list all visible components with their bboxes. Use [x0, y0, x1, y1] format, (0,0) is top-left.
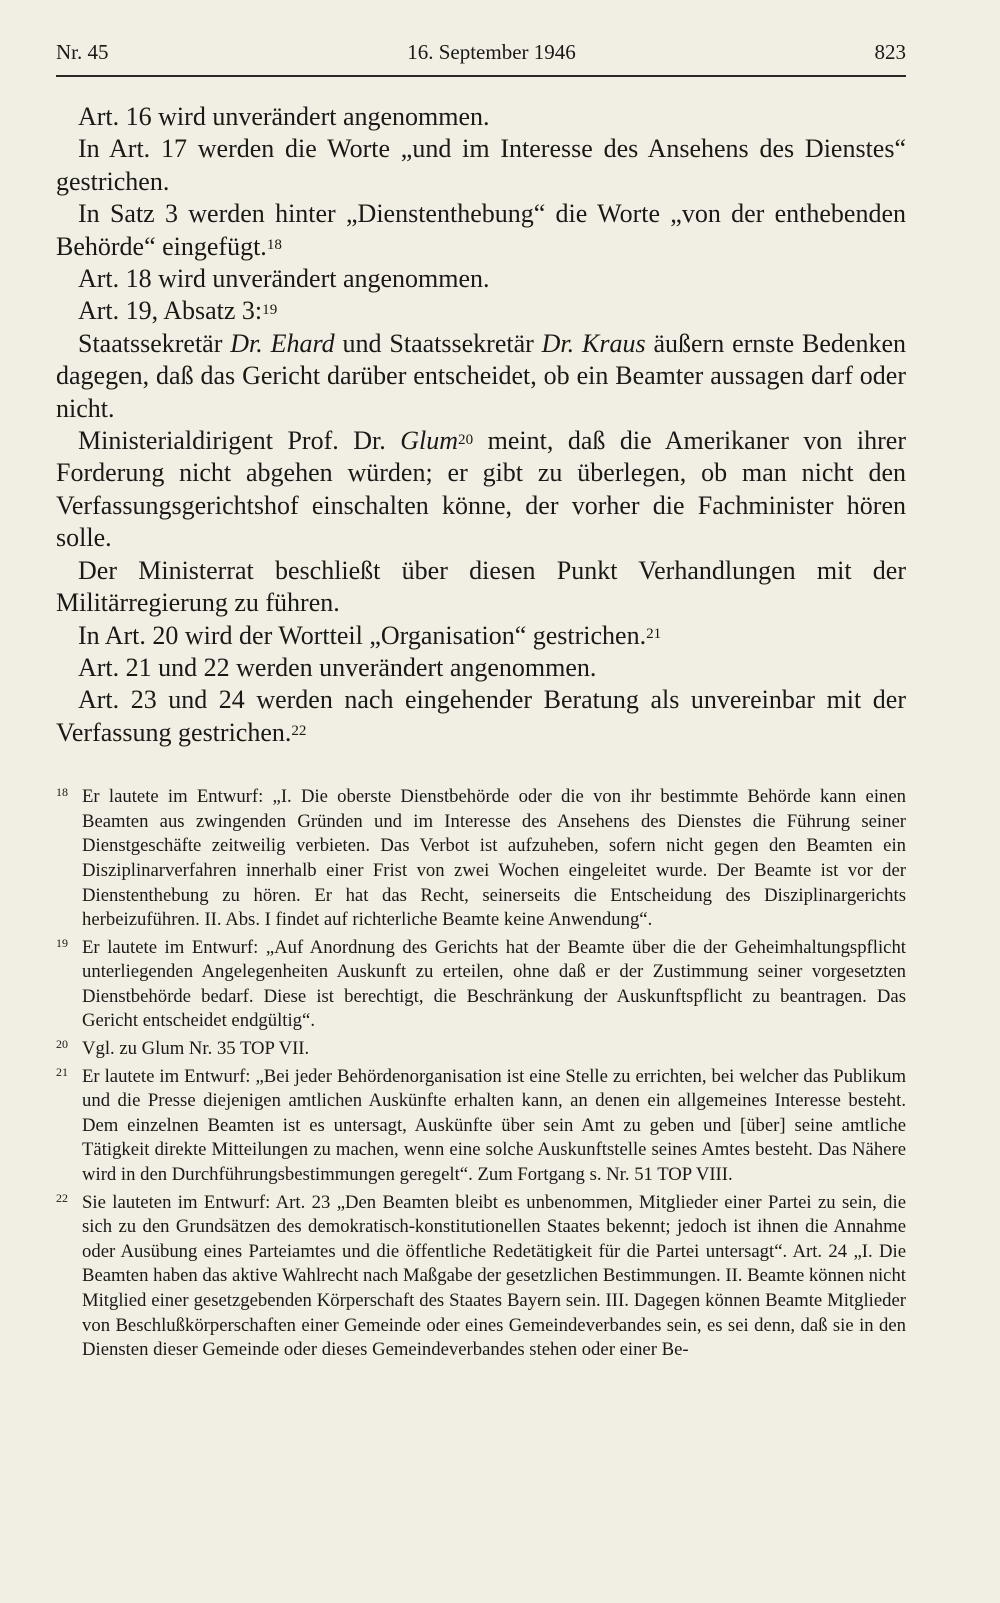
- paragraph: [56, 295, 906, 327]
- paragraph-text: meint, daß die Amerikaner von ihrer Forderung nicht abgehen würden; er gibt zu überlegen, ob man nicht den Verfassungsgerichtshof einschalten könne, der vorher die Fachminister hören solle.: [56, 426, 906, 553]
- footnote-20: [56, 1037, 906, 1062]
- footnote-text: Er lautete im Entwurf: „Auf Anordnung des Gerichts hat der Beamte über die der Geheimhaltungspflicht unterliegenden Angelegenheiten Auskunft zu erteilen, ohne daß er der Zustimmung seiner vorgesetzten Dienstbehörde bedarf. Diese ist berechtigt, die Beschränkung der Auskunftspflicht zu beantragen. Das Gericht entscheidet endgültig“.: [82, 936, 906, 1032]
- footnote-21: [56, 1065, 906, 1188]
- paragraph-text: und Staatssekretär: [334, 328, 542, 358]
- paragraph-text: Ministerialdirigent Prof. Dr.: [78, 426, 401, 456]
- footnote-ref: 18: [266, 237, 282, 254]
- person-name: Dr. Kraus: [541, 328, 646, 358]
- footnote-ref: 19: [262, 302, 278, 319]
- footnote-18: [56, 785, 906, 933]
- paragraph: [56, 328, 906, 425]
- paragraph: [56, 684, 906, 749]
- person-name: Glum: [400, 426, 459, 456]
- paragraph-text: In Satz 3 werden hinter „Dienstenthebung“ die Worte „von der enthebenden Behörde“ eingefügt.: [56, 199, 906, 261]
- footnote-number: 20: [56, 1037, 68, 1052]
- issue-number: Nr. 45: [56, 40, 109, 64]
- paragraph-text: Der Ministerrat beschließt über diesen Punkt Verhandlungen mit der Militärregierung zu führen.: [56, 555, 906, 618]
- footnote-22: [56, 1191, 906, 1363]
- running-header: [56, 40, 906, 77]
- footnote-text: Sie lauteten im Entwurf: Art. 23 „Den Beamten bleibt es unbenommen, Mitglieder einer Partei zu sein, die sich zu den Grundsätzen des demokratisch-konstitutionellen Staates bekennt; jedoch ist ihnen die Annahme oder Ausübung eines Parteiamtes und die öffentliche Redetätigkeit für die Partei untersagt“. Art. 24 „I. Die Beamten haben das aktive Wahlrecht nach Maßgabe der gesetzlichen Bestimmungen. II. Beamte können nicht Mitglied einer gesetzgebenden Körperschaft des Staates Bayern sein. III. Dagegen können Beamte Mitglieder von Beschlußkörperschaften einer Gemeinde oder eines Gemeindeverbandes sein, es sei denn, daß sie in den Diensten dieser Gemeinde oder dieses Gemeindeverbandes stehen oder einer Be-: [82, 1191, 906, 1361]
- person-name: Dr. Ehard: [230, 328, 335, 358]
- footnote-number: 21: [56, 1064, 68, 1079]
- main-text: [56, 101, 906, 749]
- footnote-ref: 20: [458, 431, 474, 448]
- paragraph-text: äußern ernste Bedenken dagegen, daß das Gericht darüber entscheidet, ob ein Beamter aussagen darf oder nicht.: [56, 328, 906, 423]
- footnote-19: [56, 936, 906, 1034]
- paragraph: [56, 263, 906, 295]
- document-page: [56, 40, 906, 1366]
- footnote-ref: 21: [646, 626, 662, 643]
- paragraph-text: Art. 18 wird unverändert angenommen.: [78, 264, 490, 294]
- footnote-text: Er lautete im Entwurf: „I. Die oberste Dienstbehörde oder die von ihr bestimmte Behörde kann einen Beamten aus zwingenden Gründen und im Interesse des Ansehens des Dienstes die Führung seiner Dienstgeschäfte zeitweilig verbieten. Das Verbot ist aufzuheben, sofern nicht gegen den Beamten ein Disziplinarverfahren innerhalb einer Frist von zwei Wochen eingeleitet wurde. Der Beamte ist vor der Dienstenthebung zu hören. Er hat das Recht, seinerseits die Entscheidung des Disziplinargerichts herbeizuführen. II. Abs. I findet auf richterliche Beamte keine Anwendung“.: [82, 786, 906, 931]
- paragraph-text: Staatssekretär: [78, 328, 231, 358]
- paragraph: [56, 652, 906, 684]
- footnote-text: Vgl. zu Glum Nr. 35 TOP VII.: [82, 1038, 310, 1060]
- paragraph: [56, 620, 906, 652]
- footnotes: [56, 785, 906, 1363]
- paragraph-text: Art. 21 und 22 werden unverändert angenommen.: [78, 652, 597, 682]
- footnote-ref: 22: [291, 723, 307, 740]
- paragraph-text: In Art. 17 werden die Worte „und im Interesse des Ansehens des Dienstes“ gestrichen.: [56, 134, 906, 196]
- paragraph: [56, 198, 906, 263]
- footnote-number: 18: [56, 785, 68, 800]
- footnote-text: Er lautete im Entwurf: „Bei jeder Behördenorganisation ist eine Stelle zu errichten, bei welcher das Publikum und die Presse diejenigen amtlichen Auskünfte erhalten kann, an denen ein allgemeines Interesse besteht. Dem einzelnen Beamten ist es untersagt, Auskünfte über sein Amt zu geben und [über] seine amtliche Tätigkeit direkte Mitteilungen zu machen, wenn eine solche Auskunftstelle seines Amtes besteht. Das Nähere wird in den Durchführungsbestimmungen geregelt“. Zum Fortgang s. Nr. 51 TOP VIII.: [82, 1065, 906, 1186]
- footnote-number: 19: [56, 935, 68, 950]
- paragraph: [56, 133, 906, 198]
- session-date: 16. September 1946: [407, 40, 576, 64]
- paragraph-text: Art. 23 und 24 werden nach eingehender Beratung als unvereinbar mit der Verfassung gestrichen.: [56, 685, 906, 747]
- paragraph: [56, 555, 906, 620]
- paragraph: [56, 425, 906, 555]
- paragraph: [56, 101, 906, 133]
- page-number: 823: [874, 40, 906, 64]
- paragraph-text: In Art. 20 wird der Wortteil „Organisation“ gestrichen.: [78, 620, 647, 650]
- footnote-number: 22: [56, 1190, 68, 1205]
- paragraph-text: Art. 19, Absatz 3:: [78, 296, 263, 326]
- paragraph-text: Art. 16 wird unverändert angenommen.: [78, 102, 490, 131]
